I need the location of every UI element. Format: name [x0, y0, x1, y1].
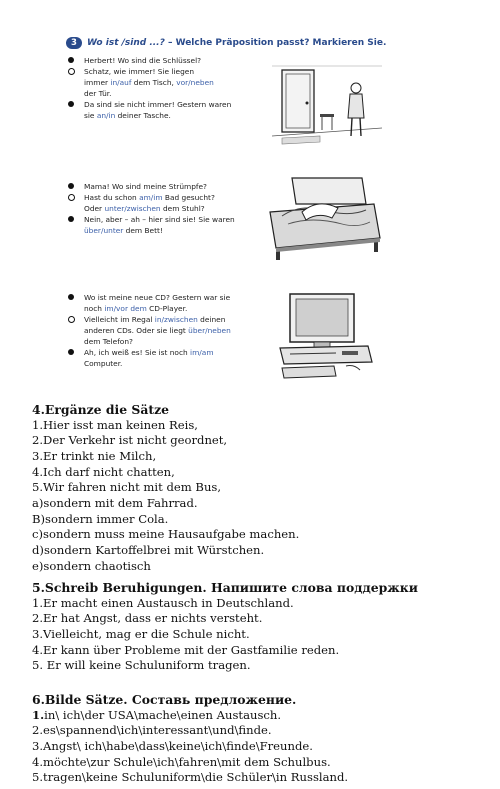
list-item: 4.Ich darf nicht chatten, — [32, 464, 175, 479]
speaker-b-bullet — [68, 68, 75, 75]
exercise-title-rest: – Welche Präposition passt? Markieren Sie. — [164, 38, 387, 48]
list-item: 2.es\spannend\ich\interessant\und\finde. — [32, 723, 272, 738]
list-item: 1.Hier isst man keinen Reis, — [32, 417, 198, 432]
dialog-cd: Wo ist meine neue CD? Gestern war sie noch im/vor dem CD-Player. Vielleicht im Regal in/zwischen deinen anderen CDs. Oder sie liegt über/neben dem Telefon? Ah, ich weiß es! Sie ist noch im/am Computer. — [64, 292, 254, 369]
list-item: a)sondern mit dem Fahrrad. — [32, 496, 198, 511]
dialog-line: der Tür. — [84, 89, 112, 98]
speaker-b-bullet — [68, 316, 75, 323]
section-title: 4.Ergänze die Sätze — [32, 402, 170, 417]
dialog-line: dem Telefon? — [84, 337, 133, 346]
speaker-a-bullet — [68, 216, 74, 222]
preposition-choice[interactable]: über/neben — [188, 326, 231, 335]
preposition-choice[interactable]: an/in — [96, 111, 116, 120]
exercise-number-badge: 3 — [66, 37, 82, 49]
dialog-line: Mama! Wo sind meine Strümpfe? — [84, 182, 207, 191]
dialog-line: Schatz, wie immer! Sie liegen — [84, 67, 195, 76]
list-item: 1.Er macht einen Austausch in Deutschland. — [32, 595, 294, 610]
list-item: 4.Er kann über Probleme mit der Gastfamilie reden. — [32, 642, 340, 657]
dialog-socks: Mama! Wo sind meine Strümpfe? Hast du schon am/im Bad gesucht? Oder unter/zwischen dem Stuhl? Nein, aber – ah – hier sind sie! Sie waren über/unter dem Bett! — [64, 181, 254, 236]
list-item: d)sondern Kartoffelbrei mit Würstchen. — [32, 543, 265, 558]
preposition-choice[interactable]: über/unter — [84, 226, 124, 235]
list-item: 1.in\ ich\der USA\mache\einen Austausch. — [32, 707, 282, 722]
section-title: 6.Bilde Sätze. Составь предложение. — [32, 692, 297, 707]
preposition-choice[interactable]: am/im — [139, 193, 163, 202]
speaker-a-bullet — [68, 349, 74, 355]
section-build-sentences — [32, 692, 492, 786]
preposition-choice[interactable]: in/zwischen — [154, 315, 198, 324]
list-item: 5.tragen\keine Schuluniform\die Schüler\in Russland. — [32, 770, 349, 785]
list-item: 3.Er trinkt nie Milch, — [32, 448, 157, 463]
speaker-a-bullet — [68, 183, 74, 189]
dialog-line: Wo ist meine neue CD? Gestern war sie — [84, 293, 231, 302]
exercise-title — [87, 38, 386, 48]
section-reassurances — [32, 580, 492, 674]
list-item: 5.Wir fahren nicht mit dem Bus, — [32, 480, 222, 495]
dialog-keys: Herbert! Wo sind die Schlüssel? Schatz, wie immer! Sie liegen immer in/auf dem Tisch, vor/neben der Tür. Da sind sie nicht immer! Gestern waren sie an/in deiner Tasche. — [64, 55, 254, 121]
preposition-choice[interactable]: im/vor dem — [104, 304, 147, 313]
dialog-line: Computer. — [84, 359, 123, 368]
dialog-line: Da sind sie nicht immer! Gestern waren — [84, 100, 232, 109]
dialog-line: Nein, aber – ah – hier sind sie! Sie waren — [84, 215, 235, 224]
list-item: 3.Angst\ ich\habe\dass\keine\ich\finde\Freunde. — [32, 738, 313, 753]
list-item: 5. Er will keine Schuluniform tragen. — [32, 658, 251, 673]
list-item: 2.Der Verkehr ist nicht geordnet, — [32, 433, 228, 448]
exercise-header — [66, 36, 386, 50]
section-title: 5.Schreib Beruhigungen. Напишите слова поддержки — [32, 580, 418, 595]
dialog-line: Herbert! Wo sind die Schlüssel? — [84, 56, 202, 65]
preposition-choice[interactable]: in/auf — [110, 78, 132, 87]
list-item: 4.möchte\zur Schule\ich\fahren\mit dem Schulbus. — [32, 754, 331, 769]
exercise-title-italic: Wo ist /sind ...? — [87, 38, 165, 48]
list-item: 3.Vielleicht, mag er die Schule nicht. — [32, 626, 250, 641]
list-item: 2.Er hat Angst, dass er nichts versteht. — [32, 611, 263, 626]
list-item: c)sondern muss meine Hausaufgabe machen. — [32, 527, 300, 542]
list-item: e)sondern chaotisch — [32, 558, 151, 573]
computer-illustration — [276, 290, 376, 380]
speaker-a-bullet — [68, 57, 74, 63]
section-complete-sentences — [32, 402, 492, 575]
preposition-choice[interactable]: unter/zwischen — [104, 204, 161, 213]
speaker-a-bullet — [68, 294, 74, 300]
door-illustration — [272, 56, 382, 152]
list-item: B)sondern immer Cola. — [32, 511, 169, 526]
speaker-a-bullet — [68, 101, 74, 107]
preposition-choice[interactable]: vor/neben — [176, 78, 214, 87]
bed-illustration — [262, 172, 384, 264]
preposition-choice[interactable]: im/am — [190, 348, 214, 357]
speaker-b-bullet — [68, 194, 75, 201]
